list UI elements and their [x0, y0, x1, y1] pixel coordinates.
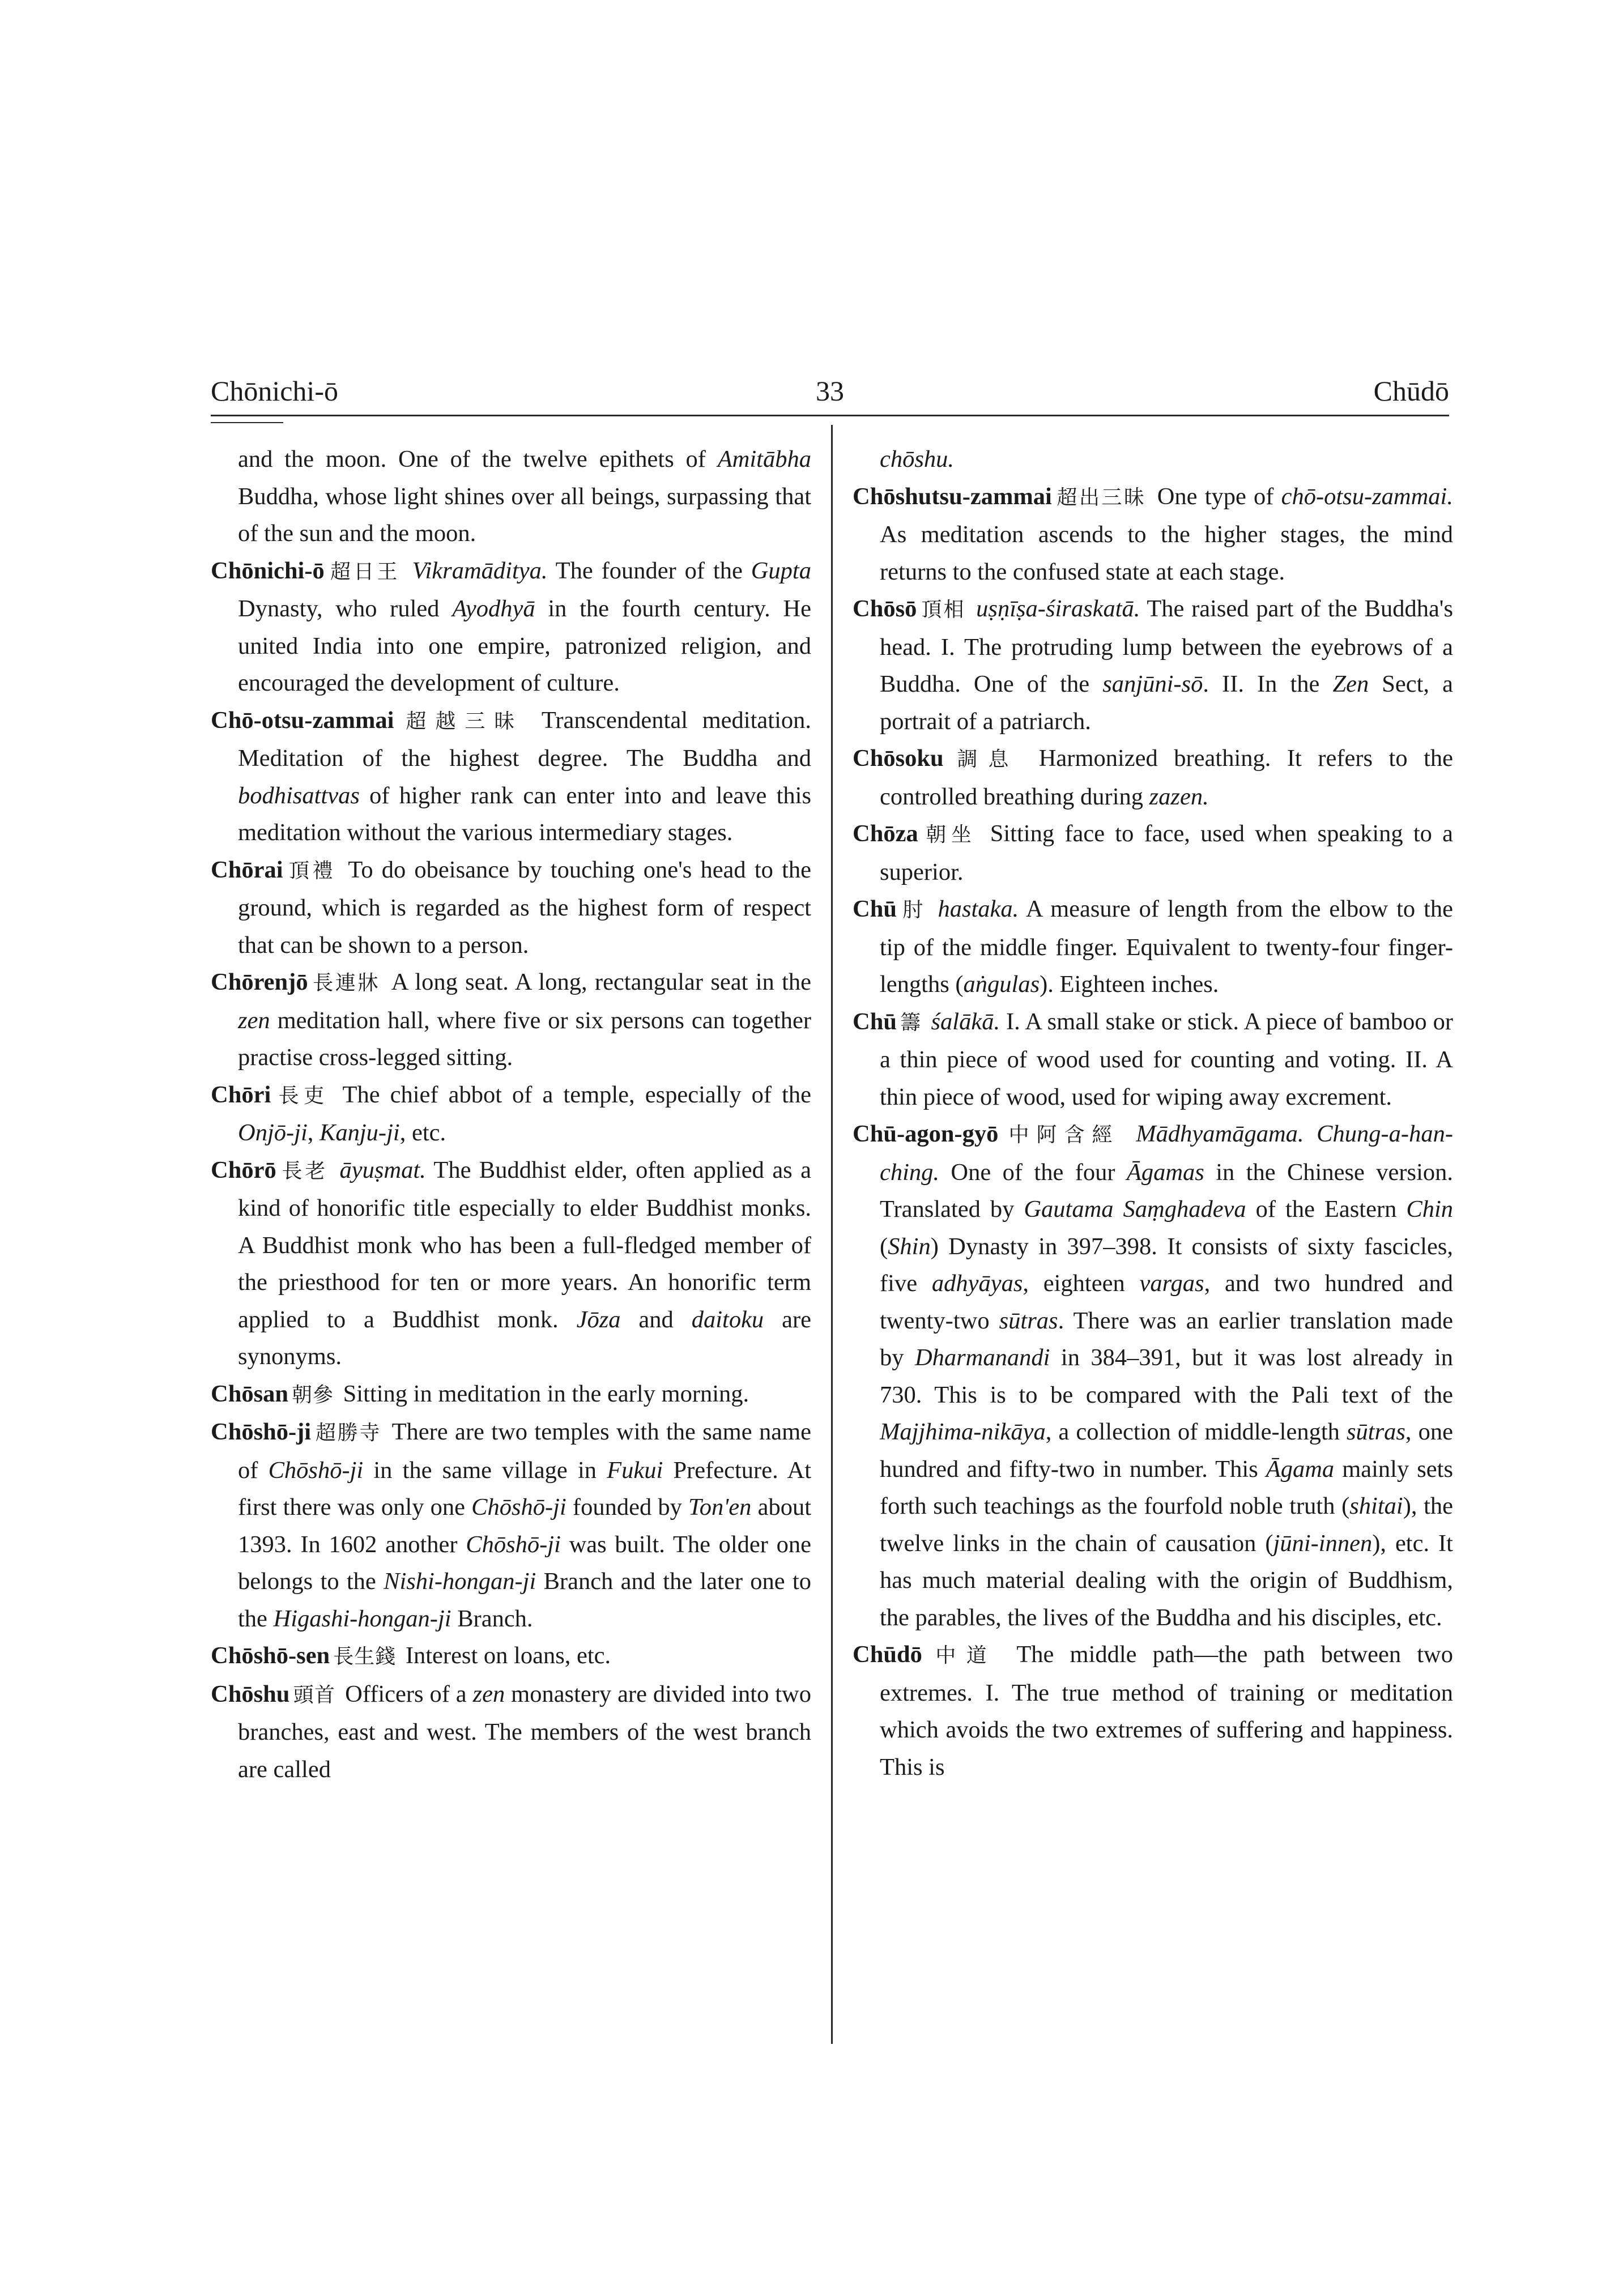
dictionary-entry — [211, 1152, 811, 1375]
header-rule — [211, 415, 1449, 416]
text-run: . II. In the — [1203, 671, 1333, 697]
text-run: Transcendental meditation. Meditation of the highest degree. The Buddha and — [238, 706, 811, 772]
dictionary-entry — [211, 1637, 811, 1676]
text-run: Buddha, whose light shines over all beings, surpassing that of the sun and the moon. — [238, 483, 811, 547]
text-run: , — [307, 1119, 320, 1146]
italic-term: Chin — [1406, 1196, 1453, 1222]
entry-headword: Chōri — [211, 1081, 271, 1108]
text-run: . There was an earlier translation made by — [880, 1307, 1453, 1371]
entry-headword: Chōnichi-ō — [211, 557, 325, 584]
text-run: There are two temples with the same name of — [238, 1419, 811, 1484]
text-run: ), the twelve links in the chain of causation ( — [880, 1493, 1453, 1557]
italic-term: āyuṣmat. — [339, 1156, 426, 1183]
entry-headword: Chōshō-ji — [211, 1419, 312, 1445]
text-run: about 1393. In 1602 another — [238, 1494, 811, 1558]
text-run: in the Chinese version. Translated by — [880, 1158, 1453, 1222]
entry-kanji: 長生錢 — [333, 1645, 397, 1668]
entry-kanji: 超勝寺 — [314, 1421, 382, 1445]
italic-term: jūni-innen — [1273, 1530, 1373, 1557]
text-run: of the Eastern — [1246, 1196, 1407, 1222]
text-run: of higher rank can enter into and leave this meditation without the various intermediary stages. — [238, 782, 811, 846]
entry-kanji: 頭首 — [293, 1683, 336, 1707]
dictionary-entry — [853, 1003, 1453, 1116]
italic-term: Higashi-hongan-ji — [273, 1605, 451, 1632]
dictionary-entry — [853, 478, 1453, 591]
entry-headword: Chōshō-sen — [211, 1642, 330, 1669]
italic-term: zen — [472, 1680, 505, 1707]
italic-term: Āgama — [1266, 1455, 1335, 1483]
italic-term: Chōshō-ji — [466, 1531, 561, 1558]
text-run: ). Eighteen inches. — [1040, 971, 1219, 998]
header-last-entry: Chūdō — [1373, 375, 1449, 407]
italic-term: Chōshō-ji — [471, 1494, 566, 1520]
entry-headword: Chōsō — [853, 595, 917, 622]
entry-headword: Chū — [853, 1008, 897, 1035]
entry-kanji: 長老 — [279, 1159, 329, 1183]
text-run: and — [620, 1306, 692, 1333]
text-run: Harmonized breathing. It refers to the controlled breathing during — [880, 745, 1453, 810]
continued-text — [853, 441, 1453, 478]
italic-term: Fukui — [607, 1456, 663, 1484]
italic-term: shitai — [1349, 1493, 1403, 1519]
italic-term: bodhisattvas — [238, 782, 360, 809]
entry-kanji: 頂相 — [920, 598, 966, 621]
text-run: ), etc. It has much material dealing with the origin of Buddhism, the parables, the lives of the Buddha and his disciples, etc. — [880, 1530, 1453, 1631]
text-run: One of the four — [939, 1158, 1127, 1186]
entry-kanji: 超出三昧 — [1055, 485, 1147, 509]
italic-term: chōshu. — [880, 446, 955, 472]
text-run: , and two hundred and twenty-two — [880, 1270, 1453, 1334]
italic-term: Amitābha — [717, 446, 811, 472]
italic-term: Shin — [888, 1233, 931, 1260]
italic-term: vargas — [1139, 1270, 1204, 1297]
header-first-entry: Chōnichi-ō — [211, 375, 338, 407]
italic-term: Ayodhyā — [452, 595, 535, 622]
text-run: in the same village in — [363, 1456, 607, 1484]
text-run: mainly sets forth such teachings as the fourfold noble truth ( — [880, 1455, 1453, 1519]
italic-term: sūtras — [1346, 1419, 1405, 1445]
entry-kanji: 調息 — [947, 748, 1020, 771]
entry-headword: Chōsoku — [853, 745, 944, 772]
text-run: ( — [880, 1233, 888, 1260]
entry-headword: Chōza — [853, 820, 918, 847]
italic-term: Ton'en — [688, 1494, 752, 1520]
entry-headword: Chōsan — [211, 1380, 289, 1407]
dictionary-entry — [211, 1076, 811, 1152]
text-run: The chief abbot of a temple, especially of the — [342, 1081, 811, 1108]
italic-term: adhyāyas — [931, 1270, 1023, 1297]
entry-kanji: 長吏 — [274, 1084, 329, 1107]
italic-term: Kanju-ji — [320, 1119, 400, 1146]
dictionary-entry — [211, 1375, 811, 1414]
text-run: A long seat. A long, rectangular seat in the — [391, 969, 811, 995]
text-run: in the fourth century. He united India into one empire, patronized religion, and encouraged the development of culture. — [238, 595, 811, 696]
text-run: As meditation ascends to the higher stages, the mind returns to the confused state at each stage. — [880, 521, 1453, 585]
running-header — [211, 371, 1449, 411]
dictionary-entry — [853, 891, 1453, 1003]
italic-term: daitoku — [691, 1306, 764, 1333]
dictionary-entry — [853, 815, 1453, 891]
text-run: The Buddhist elder, often applied as a kind of honorific title especially to elder Buddhist monks. A Buddhist monk who has been a full-fledged member of the priesthood for ten or more years. An honorific term applied to a Buddhist monk. — [238, 1156, 811, 1333]
entry-kanji: 籌 — [900, 1011, 922, 1034]
left-column — [211, 441, 811, 2061]
text-run: , one hundred and fifty-two in number. This — [880, 1419, 1453, 1483]
entry-kanji: 朝參 — [292, 1383, 334, 1407]
text-run: monastery are divided into two branches, east and west. The members of the west branch are called — [238, 1680, 811, 1783]
entry-headword: Chōrō — [211, 1156, 276, 1183]
dictionary-entry — [853, 1636, 1453, 1786]
entry-headword: Chōshu — [211, 1680, 290, 1707]
italic-term: sūtras — [999, 1307, 1058, 1334]
text-run: Branch and the later one to the — [238, 1568, 811, 1632]
text-run: The middle path—the path between two extremes. I. The true method of training or meditation which avoids the two extremes of suffering and happiness. This is — [880, 1641, 1453, 1780]
text-run: and the moon. One of the twelve epithets of — [238, 446, 718, 472]
entry-headword: Chūdō — [853, 1641, 922, 1668]
column-divider — [831, 425, 833, 2044]
entry-headword: Chōrai — [211, 856, 283, 883]
entry-headword: Chū — [853, 896, 897, 922]
italic-term: Nishi-hongan-ji — [384, 1568, 536, 1595]
text-run: One type of — [1157, 483, 1281, 510]
dictionary-entry — [211, 1413, 811, 1637]
entry-headword: Chō-otsu-zammai — [211, 706, 394, 734]
text-run: , etc. — [399, 1119, 446, 1146]
entry-headword: Chū-agon-gyō — [853, 1121, 999, 1147]
text-run: was built. The older one belongs to the — [238, 1531, 811, 1595]
entry-kanji: 長連牀 — [311, 972, 381, 995]
text-run: I. A small stake or stick. A piece of bamboo or a thin piece of wood used for counting and voting. II. A thin piece of wood, used for wiping away excrement. — [880, 1008, 1453, 1110]
italic-term: Zen — [1332, 671, 1369, 697]
text-run: Dynasty, who ruled — [238, 595, 453, 622]
italic-term: Majjhima-nikāya — [880, 1419, 1046, 1445]
entry-kanji: 超日王 — [327, 560, 401, 583]
dictionary-entry — [211, 964, 811, 1076]
text-run: Sitting face to face, used when speaking to a superior. — [880, 820, 1453, 885]
entry-kanji: 朝坐 — [921, 823, 977, 846]
dictionary-entry — [211, 851, 811, 964]
text-run: founded by — [566, 1494, 688, 1520]
italic-term: chō-otsu-zammai. — [1281, 483, 1453, 510]
text-run: The raised part of the Buddha's head. I. The protruding lump between the eyebrows of a Buddha. One of the — [880, 595, 1453, 697]
text-run: are synonyms. — [238, 1306, 811, 1370]
entry-headword: Chōshutsu-zammai — [853, 483, 1052, 510]
italic-term: śalākā. — [931, 1008, 1000, 1035]
text-run: Sitting in meditation in the early morning. — [343, 1380, 749, 1407]
italic-term: Dharmanandi — [914, 1344, 1050, 1371]
dictionary-entry — [211, 702, 811, 851]
text-run: , a collection of middle-length — [1045, 1419, 1347, 1445]
entry-kanji: 肘 — [900, 898, 926, 922]
dictionary-entry — [853, 740, 1453, 815]
text-run: Officers of a — [345, 1680, 473, 1707]
dictionary-entry — [853, 590, 1453, 740]
entry-kanji: 中阿含經 — [1002, 1123, 1120, 1147]
text-run: A measure of length from the elbow to the tip of the middle finger. Equivalent to twenty-four finger-lengths ( — [880, 896, 1453, 998]
entry-kanji: 超越三昧 — [397, 709, 524, 733]
continued-text — [211, 441, 811, 552]
header-underline — [211, 422, 283, 423]
text-run: Branch. — [451, 1605, 533, 1632]
italic-term: Chōshō-ji — [268, 1456, 364, 1484]
italic-term: zen — [238, 1007, 270, 1034]
italic-term: uṣṇīṣa-śiraskatā. — [976, 595, 1140, 622]
italic-term: sanjūni-sō — [1102, 671, 1203, 697]
italic-term: zazen. — [1149, 783, 1209, 810]
italic-term: Onjō-ji — [238, 1119, 308, 1146]
text-run: Interest on loans, etc. — [405, 1642, 611, 1669]
italic-term: Vikramāditya. — [412, 557, 548, 584]
entry-headword: Chōrenjō — [211, 969, 308, 995]
text-run: ) Dynasty in 397–398. It consists of sixty fascicles, five — [880, 1233, 1453, 1297]
dictionary-entry — [211, 1676, 811, 1788]
text-run: To do obeisance by touching one's head to the ground, which is regarded as the highest form of respect that can be shown to a person. — [238, 856, 811, 959]
italic-term: Gupta — [751, 557, 811, 584]
entry-kanji: 頂禮 — [286, 859, 336, 883]
text-run: The founder of the — [547, 557, 751, 584]
text-run: Prefecture. At first there was only one — [238, 1456, 811, 1520]
page-number: 33 — [816, 375, 844, 407]
dictionary-entry — [853, 1115, 1453, 1636]
italic-term: Jōza — [576, 1306, 621, 1333]
text-run: in 384–391, but it was lost already in 730. This is to be compared with the Pali text of the — [880, 1344, 1453, 1408]
text-run: Sect, a portrait of a patriarch. — [880, 671, 1453, 735]
text-run: meditation hall, where five or six persons can together practise cross-legged sitting. — [238, 1007, 811, 1071]
italic-term: hastaka. — [938, 896, 1019, 922]
dictionary-entry — [211, 552, 811, 702]
italic-term: Āgamas — [1126, 1158, 1204, 1186]
italic-term: Mādhyamāgama. Chung-a-han-ching. — [880, 1121, 1453, 1186]
italic-term: aṅgulas — [963, 971, 1040, 998]
text-run: , eighteen — [1023, 1270, 1140, 1297]
italic-term: Gautama Saṃghadeva — [1024, 1196, 1246, 1222]
right-column — [853, 441, 1453, 2061]
entry-kanji: 中道 — [925, 1644, 998, 1667]
